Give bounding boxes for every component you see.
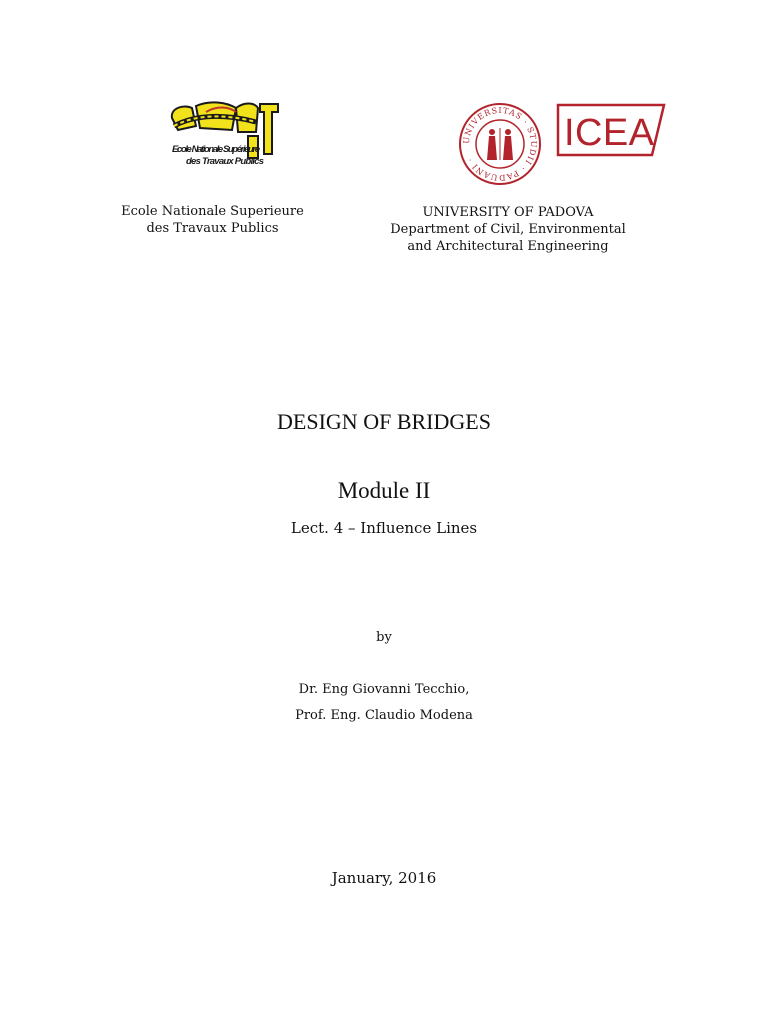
by-label: by: [376, 630, 392, 645]
svg-text:des Travaux Publics: des Travaux Publics: [186, 156, 264, 167]
affiliation-line: Department of Civil, Environmental: [390, 222, 626, 237]
estp-logo: [166, 96, 286, 172]
author-name: Prof. Eng. Claudio Modena: [295, 708, 473, 723]
affiliation-line: and Architectural Engineering: [407, 239, 609, 254]
affiliation-line: des Travaux Publics: [146, 221, 279, 236]
svg-text:Ecole Nationale Supérieure: Ecole Nationale Supérieure: [172, 144, 260, 155]
icea-logo: [556, 103, 666, 157]
svg-text:ICEA: ICEA: [564, 112, 654, 154]
affiliation-line: Ecole Nationale Superieure: [121, 204, 304, 219]
affiliation-line: UNIVERSITY OF PADOVA: [422, 205, 594, 220]
author-name: Dr. Eng Giovanni Tecchio,: [298, 682, 470, 697]
publication-date: January, 2016: [331, 869, 437, 887]
svg-text:UNIVERSITAS · STUDII · PADUANI: UNIVERSITAS · STUDII · PADUANI ·: [461, 105, 539, 183]
document-title: DESIGN OF BRIDGES: [277, 409, 491, 434]
lecture-subtitle: Lect. 4 – Influence Lines: [290, 519, 478, 537]
estp-affiliation: [110, 203, 315, 237]
module-title: Module II: [337, 478, 431, 503]
padova-seal-logo: [458, 102, 542, 186]
padova-affiliation: [366, 204, 650, 255]
